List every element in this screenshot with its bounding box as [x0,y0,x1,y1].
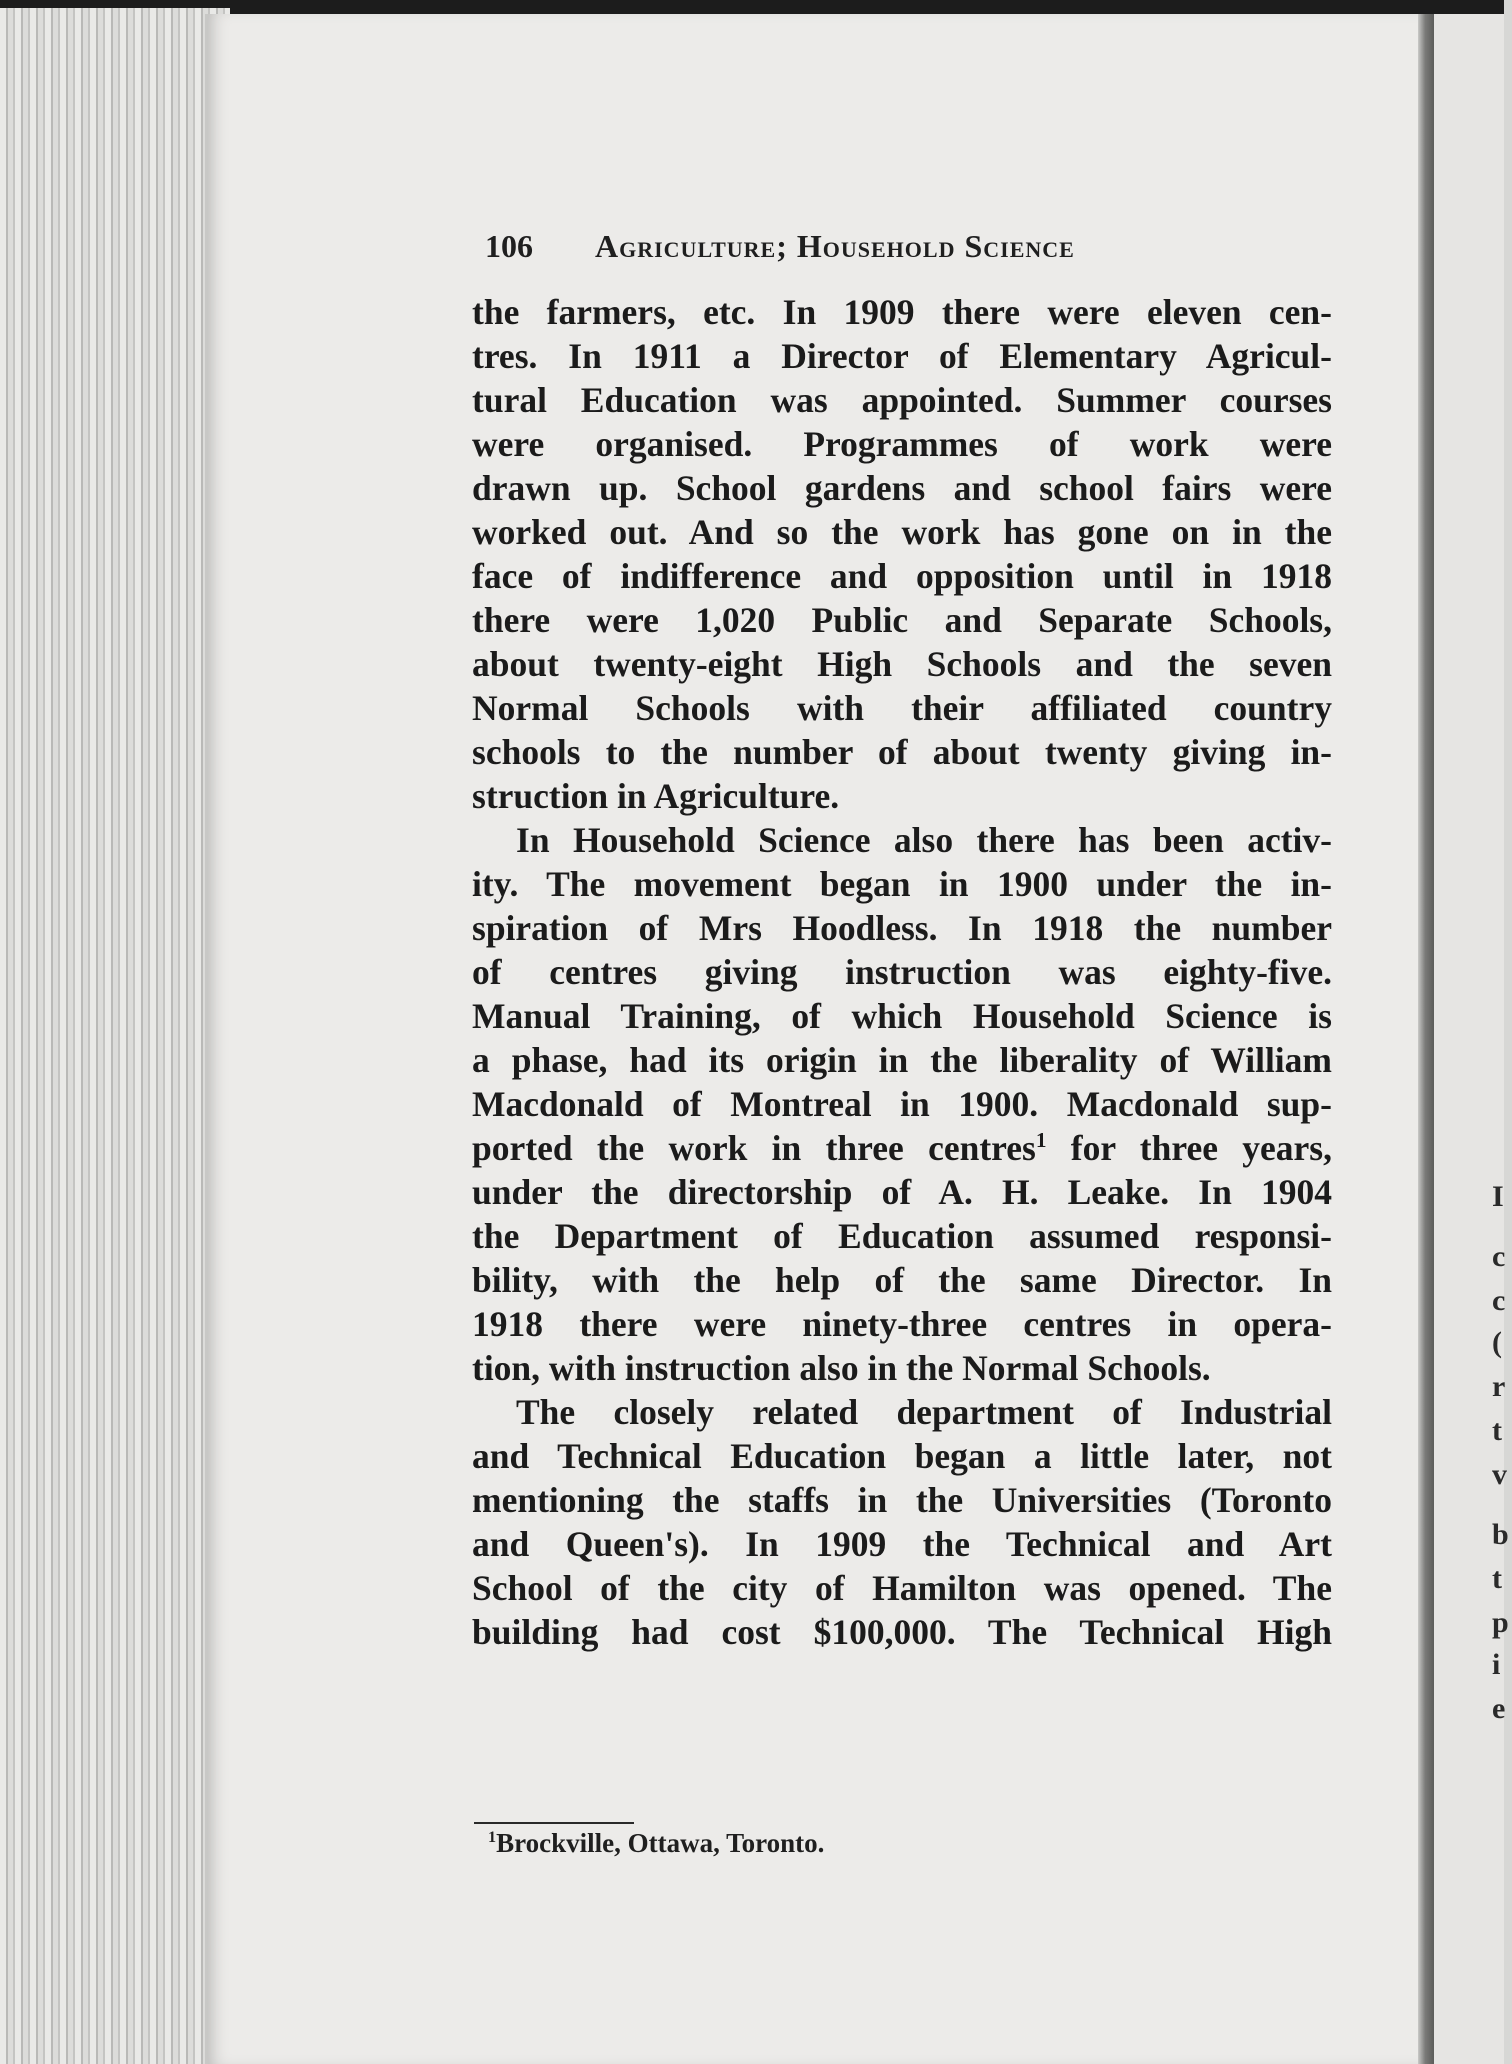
book-gutter [1418,14,1434,2064]
text-line: In Household Science also there has been activ- [516,820,1332,860]
footnote-number: 1 [488,1828,497,1846]
text-line: 1918 there were ninety-three centres in opera- [472,1304,1332,1344]
text-line: of centres giving instruction was eighty-five. [472,952,1332,992]
page-body [472,290,1332,1654]
text-line: tres. In 1911 a Director of Elementary Agricul- [472,336,1332,376]
text-line: schools to the number of about twenty giving in- [472,732,1332,772]
text-line: tion, with instruction also in the Normal Schools. [472,1348,1211,1388]
facing-page-letter: t [1492,1414,1502,1447]
line-text-tail: for three years, [1046,1128,1332,1168]
text-line: bility, with the help of the same Director. In [472,1260,1332,1300]
facing-page-letter: i [1492,1648,1501,1681]
paragraph-3 [472,1390,1332,1654]
text-line: and Queen's). In 1909 the Technical and Art [472,1524,1332,1564]
facing-page-letter: p [1492,1606,1509,1639]
line-text: ported the work in three centres [472,1128,1036,1168]
text-line: Manual Training, of which Household Science is [472,996,1332,1036]
page-number: 106 [485,228,533,264]
text-line: Macdonald of Montreal in 1900. Macdonald sup- [472,1084,1332,1124]
text-line: The closely related department of Industrial [516,1392,1332,1432]
text-line: School of the city of Hamilton was opened. The [472,1568,1332,1608]
running-head: Agriculture; Household Science [595,228,1075,264]
footnote-text: Brockville, Ottawa, Toronto. [496,1828,825,1858]
footnote-rule [474,1822,634,1824]
facing-page-letter: t [1492,1562,1502,1595]
page-edges-stack [0,8,230,2064]
text-line: struction in Agriculture. [472,776,840,816]
text-line: ity. The movement began in 1900 under the in- [472,864,1332,904]
text-line: mentioning the staffs in the Universities (Toronto [472,1480,1332,1520]
text-line: under the directorship of A. H. Leake. In 1904 [472,1172,1332,1212]
page-header [485,228,1335,274]
facing-page-letter: c [1492,1284,1506,1317]
text-line: Normal Schools with their affiliated country [472,688,1332,728]
footnote [488,1828,824,1859]
text-line: a phase, had its origin in the liberality of William [472,1040,1332,1080]
paragraph-1 [472,290,1332,818]
text-line: the Department of Education assumed responsi- [472,1216,1332,1256]
text-line: about twenty-eight High Schools and the seven [472,644,1332,684]
text-line: there were 1,020 Public and Separate Schools, [472,600,1332,640]
facing-page-letter: I [1492,1180,1504,1213]
text-line: tural Education was appointed. Summer courses [472,380,1332,420]
text-line: the farmers, etc. In 1909 there were eleven cen- [472,292,1332,332]
facing-page-letter: b [1492,1518,1509,1551]
facing-page-letter: c [1492,1240,1506,1273]
text-line: worked out. And so the work has gone on in the [472,512,1332,552]
facing-page-letter: v [1492,1458,1507,1491]
text-line: face of indifference and opposition until in 1918 [472,556,1332,596]
text-line: and Technical Education began a little later, not [472,1436,1332,1476]
facing-page-letter: ( [1492,1326,1502,1359]
facing-page-edge [1434,14,1509,2064]
text-line: building had cost $100,000. The Technical High [472,1612,1332,1652]
text-line-with-footnote-marker [472,1126,1332,1170]
facing-page-letter: r [1492,1370,1506,1403]
footnote-marker: 1 [1035,1128,1047,1153]
paragraph-2 [472,818,1332,1390]
text-line: drawn up. School gardens and school fairs were [472,468,1332,508]
text-line: spiration of Mrs Hoodless. In 1918 the number [472,908,1332,948]
facing-page-letter: e [1492,1692,1506,1725]
text-line: were organised. Programmes of work were [472,424,1332,464]
